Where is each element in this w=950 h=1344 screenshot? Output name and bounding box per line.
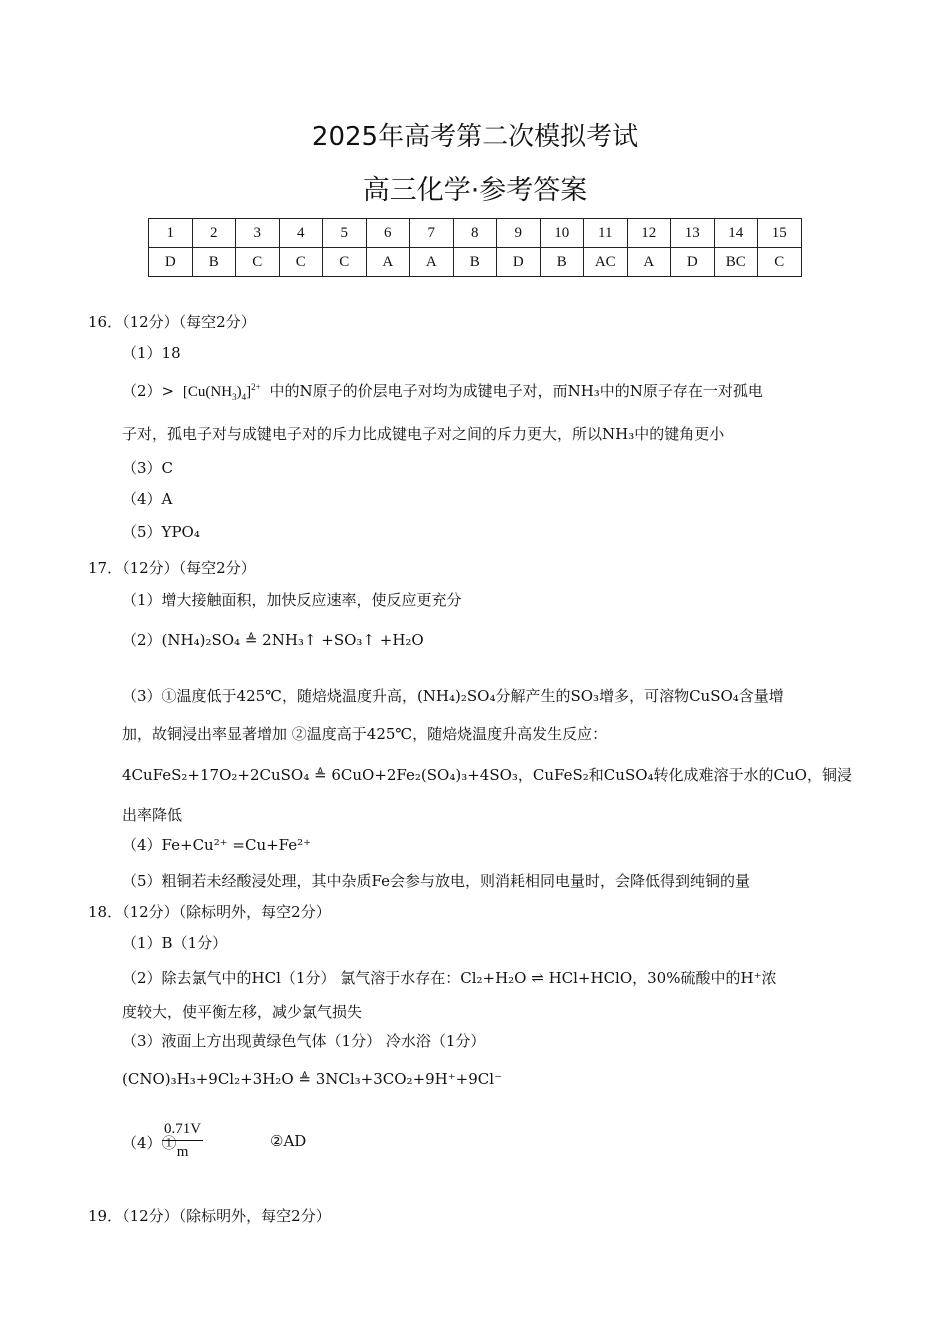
q17-answer-4: （4）Fe+Cu²⁺ =Cu+Fe²⁺ xyxy=(122,836,312,854)
fraction-denominator: m xyxy=(176,1144,189,1160)
q18-answer-1: （1）B（1分） xyxy=(122,934,228,952)
q16-answer-4: （4）A xyxy=(122,490,173,508)
q17-answer-3-line1: （3）①温度低于425℃，随焙烧温度升高，(NH₄)₂SO₄分解产生的SO₃增多，可溶物CuSO₄含量增 xyxy=(122,687,784,705)
q17-answer-3-line3: 4CuFeS₂+17O₂+2CuSO₄ ≜ 6CuO+2Fe₂(SO₄)₃+4SO₃，CuFeS₂和CuSO₄转化成难溶于水的CuO，铜浸 xyxy=(122,766,852,784)
answer-cell: A xyxy=(627,248,671,277)
answer-cell: A xyxy=(410,248,454,277)
q18-answer-2-line1: （2）除去氯气中的HCl（1分） 氯气溶于水存在：Cl₂+H₂O ⇌ HCl+HClO，30%硫酸中的H⁺浓 xyxy=(122,969,777,987)
answer-cell: A xyxy=(366,248,410,277)
answer-cell: B xyxy=(540,248,584,277)
question-number-cell: 12 xyxy=(627,219,671,248)
question-number-cell: 4 xyxy=(279,219,323,248)
q18-answer-2-line2: 度较大，使平衡左移，减少氯气损失 xyxy=(122,1003,363,1021)
answer-cell: C xyxy=(236,248,280,277)
page-title: 2025年高考第二次模拟考试 xyxy=(311,122,639,152)
q18-answer-4-fraction xyxy=(162,1118,203,1163)
q17-answer-1: （1）增大接触面积，加快反应速率，使反应更充分 xyxy=(122,591,462,609)
q17-answer-3-line2: 加，故铜浸出率显著增加 ②温度高于425℃，随焙烧温度升高发生反应： xyxy=(122,725,608,743)
answer-cell: C xyxy=(279,248,323,277)
q17-header: 17．（12分）（每空2分） xyxy=(88,559,256,577)
answer-cell: C xyxy=(758,248,802,277)
q16-answer-5: （5）YPO₄ xyxy=(122,523,200,541)
question-number-cell: 10 xyxy=(540,219,584,248)
q17-answer-3-line4: 出率降低 xyxy=(122,806,183,824)
answer-cell: B xyxy=(192,248,236,277)
q16-answer-2-prefix: （2）> xyxy=(122,382,175,400)
answer-cell: BC xyxy=(714,248,758,277)
answer-cell: C xyxy=(323,248,367,277)
question-number-cell: 9 xyxy=(497,219,541,248)
answer-cell: D xyxy=(149,248,193,277)
page-subtitle: 高三化学·参考答案 xyxy=(362,175,588,206)
question-number-cell: 5 xyxy=(323,219,367,248)
answer-cell: D xyxy=(671,248,715,277)
q16-answer-2-line2: 子对，孤电子对与成键电子对的斥力比成键电子对之间的斥力更大，所以NH₃中的键角更小 xyxy=(122,425,725,443)
question-number-cell: 2 xyxy=(192,219,236,248)
q17-answer-5: （5）粗铜若未经酸浸处理，其中杂质Fe会参与放电，则消耗相同电量时，会降低得到纯铜的量 xyxy=(122,872,751,890)
question-number-row xyxy=(149,219,802,248)
question-number-cell: 8 xyxy=(453,219,497,248)
question-number-cell: 15 xyxy=(758,219,802,248)
q16-answer-2-line1 xyxy=(122,380,763,402)
question-number-cell: 3 xyxy=(236,219,280,248)
question-number-cell: 7 xyxy=(410,219,454,248)
q18-answer-4-part2: ②AD xyxy=(270,1132,307,1150)
q18-answer-3: （3）液面上方出现黄绿色气体（1分） 冷水浴（1分） xyxy=(122,1032,486,1050)
q16-answer-3: （3）C xyxy=(122,459,174,477)
multiple-choice-answer-table xyxy=(148,218,802,277)
q18-answer-3-equation: (CNO)₃H₃+9Cl₂+3H₂O ≜ 3NCl₃+3CO₂+9H⁺+9Cl⁻ xyxy=(122,1070,502,1088)
q19-header: 19．（12分）（除标明外，每空2分） xyxy=(88,1207,331,1225)
question-number-cell: 14 xyxy=(714,219,758,248)
answer-cell: B xyxy=(453,248,497,277)
question-number-cell: 6 xyxy=(366,219,410,248)
question-number-cell: 1 xyxy=(149,219,193,248)
q16-answer-2-text: 中的N原子的价层电子对均为成键电子对，而NH₃中的N原子存在一对孤电 xyxy=(269,382,763,400)
q17-answer-2: （2）(NH₄)₂SO₄ ≜ 2NH₃↑ +SO₃↑ +H₂O xyxy=(122,631,424,649)
answer-row xyxy=(149,248,802,277)
q16-answer-1: （1）18 xyxy=(122,344,181,362)
fraction-numerator: 0.71V xyxy=(162,1118,203,1141)
question-number-cell: 11 xyxy=(584,219,628,248)
answer-cell: AC xyxy=(584,248,628,277)
complex-ion-formula: $[Cu(NH_3)_4]^{2+}$ xyxy=(182,382,261,402)
question-number-cell: 13 xyxy=(671,219,715,248)
q18-answer-4-prefix: （4）① xyxy=(122,1134,177,1152)
q16-header: 16．（12分）（每空2分） xyxy=(88,313,256,331)
answer-cell: D xyxy=(497,248,541,277)
q18-header: 18．（12分）（除标明外，每空2分） xyxy=(88,903,331,921)
